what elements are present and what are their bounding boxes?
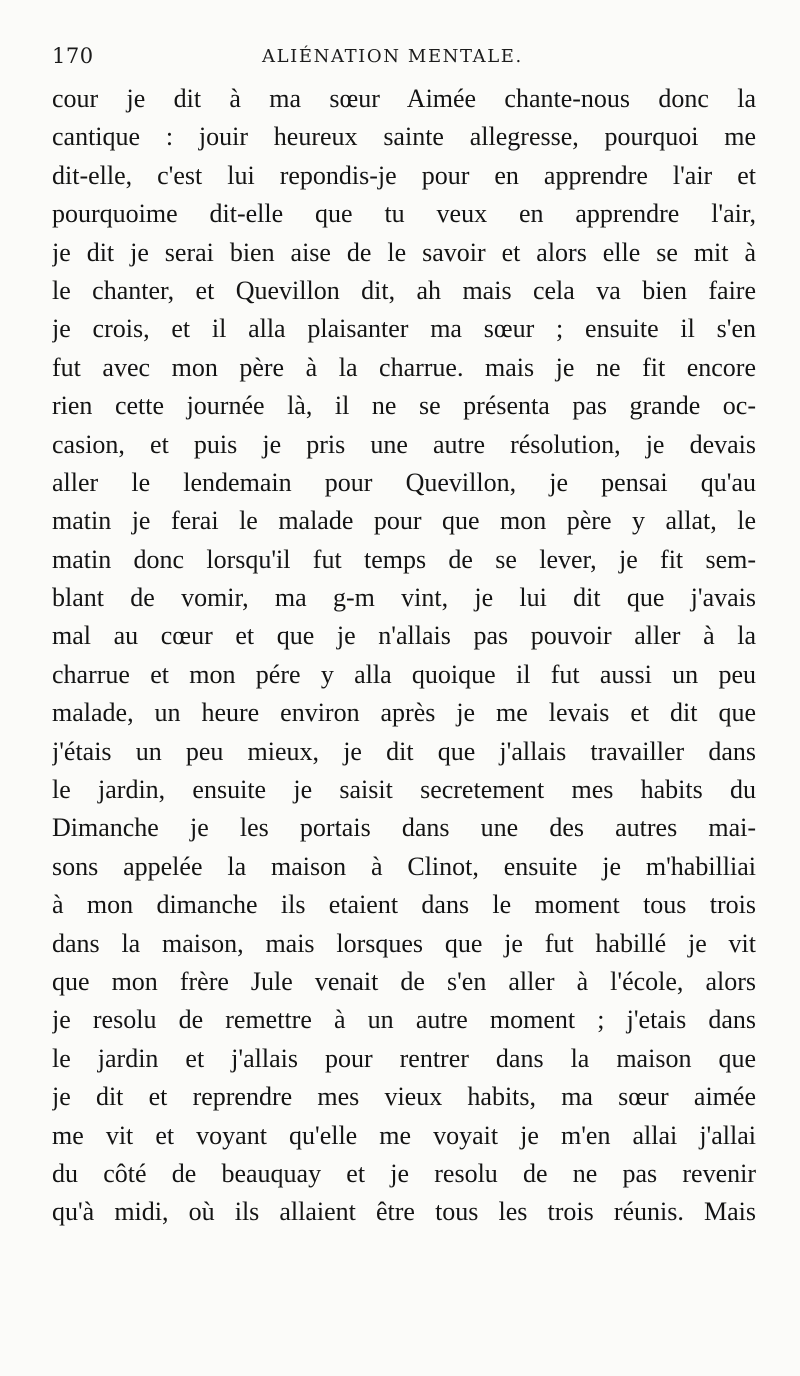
text-line: le jardin, ensuite je saisit secretement mes habits du [52, 775, 756, 805]
page-header [52, 44, 752, 74]
text-line: dit-elle, c'est lui repondis-je pour en apprendre l'air et [52, 160, 756, 190]
page-number: 170 [52, 44, 94, 68]
text-line: aller le lendemain pour Quevillon, je pensai qu'au [52, 467, 756, 497]
text-line: casion, et puis je pris une autre résolution, je devais [52, 429, 756, 459]
text-line: que mon frère Jule venait de s'en aller à l'école, alors [52, 966, 756, 996]
text-line: blant de vomir, ma g-m vint, je lui dit que j'avais [52, 583, 756, 613]
text-line: charrue et mon pére y alla quoique il fut aussi un peu [52, 659, 756, 689]
text-line: me vit et voyant qu'elle me voyait je m'en allai j'allai [52, 1120, 756, 1150]
text-line: pourquoime dit-elle que tu veux en apprendre l'air, [52, 199, 756, 229]
body-text [52, 80, 756, 1232]
text-line: j'étais un peu mieux, je dit que j'allais travailler dans [52, 736, 756, 766]
text-line: mal au cœur et que je n'allais pas pouvoir aller à la [52, 621, 756, 651]
text-line: Dimanche je les portais dans une des autres mai- [52, 813, 756, 843]
running-head: ALIÉNATION MENTALE. [262, 46, 523, 67]
text-line: je resolu de remettre à un autre moment ; j'etais dans [52, 1005, 756, 1035]
text-line: le chanter, et Quevillon dit, ah mais cela va bien faire [52, 275, 756, 305]
text-line: matin je ferai le malade pour que mon père y allat, le [52, 506, 756, 536]
text-line: cour je dit à ma sœur Aimée chante-nous donc la [52, 84, 756, 113]
text-line: je crois, et il alla plaisanter ma sœur ; ensuite il s'en [52, 314, 756, 344]
text-line: dans la maison, mais lorsques que je fut habillé je vit [52, 928, 756, 958]
text-line: je dit je serai bien aise de le savoir et alors elle se mit à [52, 237, 756, 267]
text-line: qu'à midi, où ils allaient être tous les trois réunis. Mais [52, 1197, 756, 1227]
text-line: je dit et reprendre mes vieux habits, ma sœur aimée [52, 1082, 756, 1112]
text-line: le jardin et j'allais pour rentrer dans la maison que [52, 1043, 756, 1073]
text-line: du côté de beauquay et je resolu de ne pas revenir [52, 1158, 756, 1188]
text-line: matin donc lorsqu'il fut temps de se lever, je fit sem- [52, 544, 756, 574]
text-line: sons appelée la maison à Clinot, ensuite je m'habilliai [52, 851, 756, 881]
text-line: à mon dimanche ils etaient dans le moment tous trois [52, 890, 756, 920]
text-line: cantique : jouir heureux sainte allegresse, pourquoi me [52, 122, 756, 152]
text-line: rien cette journée là, il ne se présenta pas grande oc- [52, 391, 756, 421]
text-line: malade, un heure environ après je me levais et dit que [52, 698, 756, 728]
text-line: fut avec mon père à la charrue. mais je ne fit encore [52, 352, 756, 382]
